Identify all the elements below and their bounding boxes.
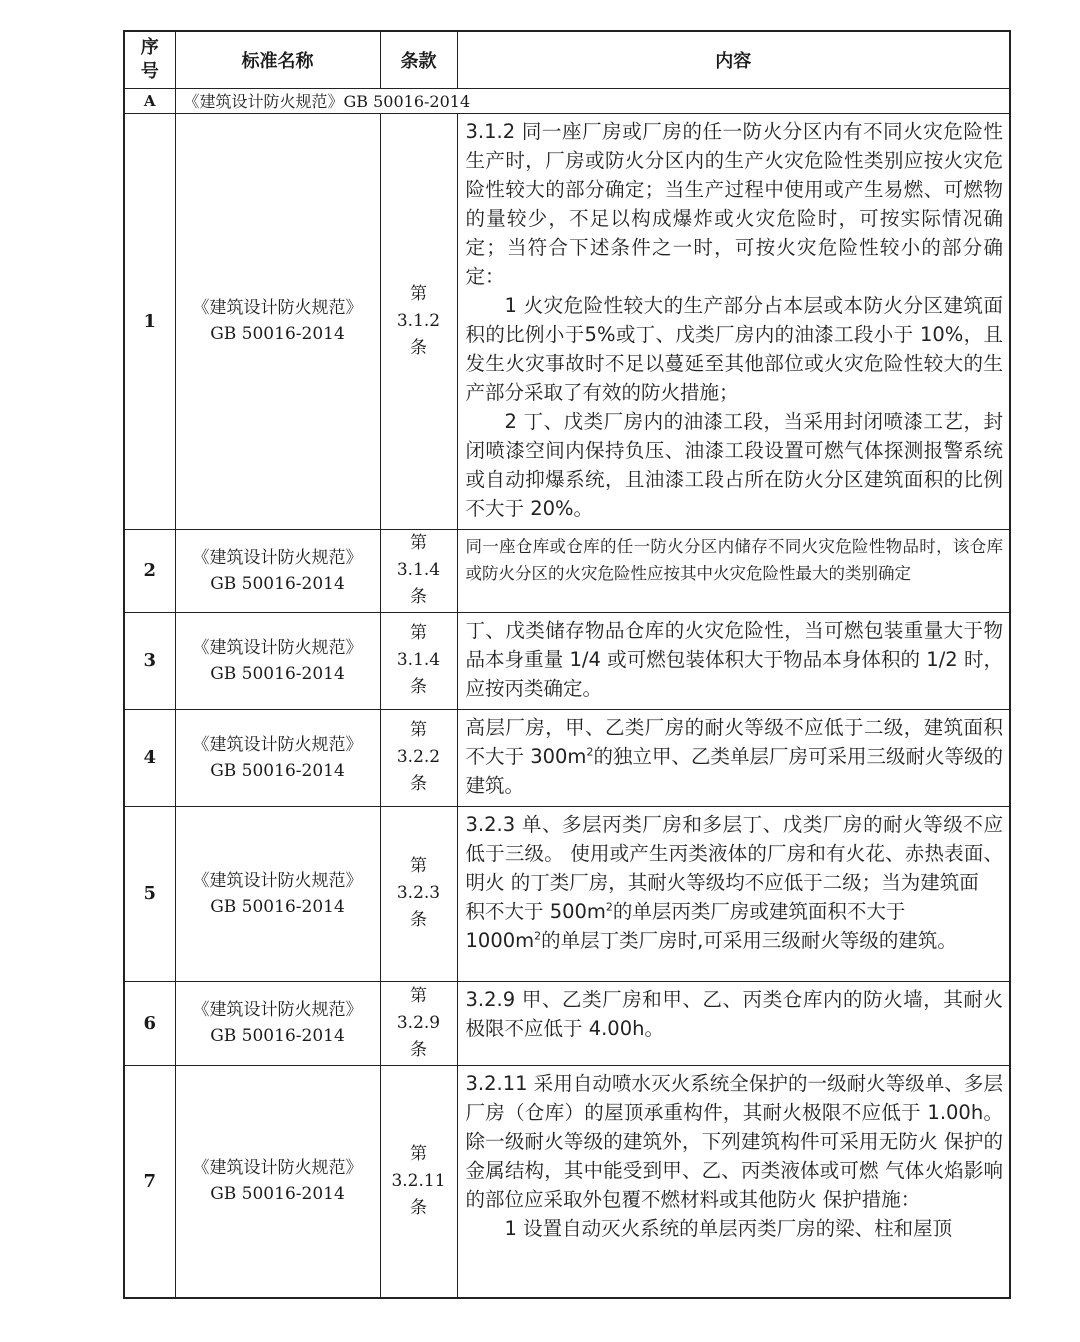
row-standard-name <box>175 981 380 1065</box>
standard-code: GB 50016-2014 <box>210 324 345 344</box>
row-seq: 5 <box>124 806 175 981</box>
group-id: A <box>124 88 175 113</box>
row-clause: 第 3.1.2 条 <box>380 113 457 529</box>
row-standard-name <box>175 113 380 529</box>
row-clause: 第 3.2.11 条 <box>380 1065 457 1298</box>
table-row <box>124 612 1010 709</box>
table-row <box>124 981 1010 1065</box>
standard-code: GB 50016-2014 <box>210 896 345 917</box>
header-seq: 序 号 <box>124 31 175 88</box>
standard-title: 《建筑设计防火规范》 <box>192 547 363 568</box>
content-paragraph: 3.1.2 同一座厂房或厂房的任一防火分区内有不同火灾危险性生产时，厂房或防火分区内的生产火灾危险性类别应按火灾危险性较大的部分确定；当生产过程中使用或产生易燃、可燃物的量较少，不足以构成爆炸或火灾危险时，可按实际情况确定；当符合下述条件之一时，可按火灾危险性较小的部分确定： <box>465 119 1003 288</box>
row-content: 3.2.9 甲、乙类厂房和甲、乙、丙类仓库内的防火墙，其耐火极限不应低于 4.00h。 <box>457 981 1010 1065</box>
superscript: 2 <box>534 929 542 942</box>
standard-code: GB 50016-2014 <box>210 760 345 781</box>
row-clause: 第 3.1.4 条 <box>380 529 457 612</box>
row-content <box>457 1065 1010 1298</box>
row-seq: 4 <box>124 709 175 806</box>
superscript: 2 <box>605 900 613 913</box>
row-standard-name <box>175 806 380 981</box>
standard-code: GB 50016-2014 <box>210 1026 345 1046</box>
superscript: 2 <box>586 745 594 758</box>
standard-title: 《建筑设计防火规范》 <box>192 1158 363 1179</box>
table-row <box>124 113 1010 529</box>
row-standard-name <box>175 529 380 612</box>
table-row <box>124 1065 1010 1298</box>
content-text: 的单层丁类厂房时,可采用三级耐火等级的建筑。 <box>541 928 957 952</box>
content-text: 积不大于 500m <box>465 899 606 923</box>
table-row <box>124 529 1010 612</box>
row-content <box>457 806 1010 981</box>
standard-code: GB 50016-2014 <box>210 573 345 594</box>
row-seq: 2 <box>124 529 175 612</box>
row-clause: 第 3.2.3 条 <box>380 806 457 981</box>
header-row <box>124 31 1010 88</box>
standard-title: 《建筑设计防火规范》 <box>192 637 363 658</box>
row-standard-name <box>175 1065 380 1298</box>
row-seq: 1 <box>124 113 175 529</box>
row-clause: 第 3.1.4 条 <box>380 612 457 709</box>
content-paragraph: 3.2.11 采用自动喷水灭火系统全保护的一级耐火等级单、多层厂房（仓库）的屋顶承重构件，其耐火极限不应低于 1.00h。 除一级耐火等级的建筑外，下列建筑构件可采用无防火 保护的金属结构，其中能受到甲、乙、丙类液体或可燃 气体火焰影响的部位应采取外包覆不燃材料或其他防火 保护措施： <box>465 1071 1003 1211</box>
group-row <box>124 88 1010 113</box>
row-content <box>457 113 1010 529</box>
content-paragraph <box>466 897 1004 926</box>
row-standard-name <box>175 709 380 806</box>
content-paragraph: 2 丁、戊类厂房内的油漆工段，当采用封闭喷漆工艺，封闭喷漆空间内保持负压、油漆工段设置可燃气体探测报警系统或自动抑爆系统，且油漆工段占所在防火分区建筑面积的比例不大于 20%。 <box>465 409 1003 520</box>
row-seq: 7 <box>124 1065 175 1298</box>
content-text: 高层厂房，甲、乙类厂房的耐火等级不应低于二级，建筑面积不大于 300m <box>465 715 1003 768</box>
group-title: 《建筑设计防火规范》GB 50016-2014 <box>175 88 1010 113</box>
row-content: 丁、戊类储存物品仓库的火灾危险性，当可燃包装重量大于物品本身重量 1/4 或可燃包装体积大于物品本身体积的 1/2 时，应按丙类确定。 <box>457 612 1010 709</box>
standard-title: 《建筑设计防火规范》 <box>192 870 363 891</box>
table-row <box>124 806 1010 981</box>
row-clause: 第 3.2.9 条 <box>380 981 457 1065</box>
content-text: 的独立甲、乙类单层厂房可采用三级耐火等级的建筑。 <box>465 744 1003 797</box>
header-content: 内容 <box>457 31 1010 88</box>
row-content <box>457 709 1010 806</box>
content-paragraph: 1 火灾危险性较大的生产部分占本层或本防火分区建筑面积的比例小于5%或丁、戊类厂房内的油漆工段小于 10%，且发生火灾事故时不足以蔓延至其他部位或火灾危险性较大的生产部分采取了有效的防火措施； <box>465 293 1003 404</box>
standard-title: 《建筑设计防火规范》 <box>192 298 363 318</box>
row-standard-name <box>175 612 380 709</box>
content-text: 的单层丙类厂房或建筑面积不大于 <box>612 899 906 923</box>
row-clause: 第 3.2.2 条 <box>380 709 457 806</box>
standard-title: 《建筑设计防火规范》 <box>192 734 363 755</box>
standard-title: 《建筑设计防火规范》 <box>192 1000 363 1020</box>
content-paragraph: 3.2.3 单、多层丙类厂房和多层丁、戊类厂房的耐火等级不应低于三级。 使用或产生丙类液体的厂房和有火花、赤热表面、明火 的丁类厂房，其耐火等级均不应低于二级；当为建筑面 <box>465 812 1003 894</box>
header-name: 标准名称 <box>175 31 380 88</box>
row-content: 同一座仓库或仓库的任一防火分区内储存不同火灾危险性物品时，该仓库或防火分区的火灾危险性应按其中火灾危险性最大的类别确定 <box>457 529 1010 612</box>
standards-table <box>123 30 1011 1299</box>
content-paragraph <box>466 926 1004 955</box>
standard-code: GB 50016-2014 <box>210 1184 345 1205</box>
content-text: 1000m <box>465 928 535 952</box>
row-seq: 3 <box>124 612 175 709</box>
row-seq: 6 <box>124 981 175 1065</box>
header-clause: 条款 <box>380 31 457 88</box>
content-paragraph: 1 设置自动灭火系统的单层丙类厂房的梁、柱和屋顶 <box>504 1216 953 1240</box>
table-row <box>124 709 1010 806</box>
standard-code: GB 50016-2014 <box>210 663 345 684</box>
